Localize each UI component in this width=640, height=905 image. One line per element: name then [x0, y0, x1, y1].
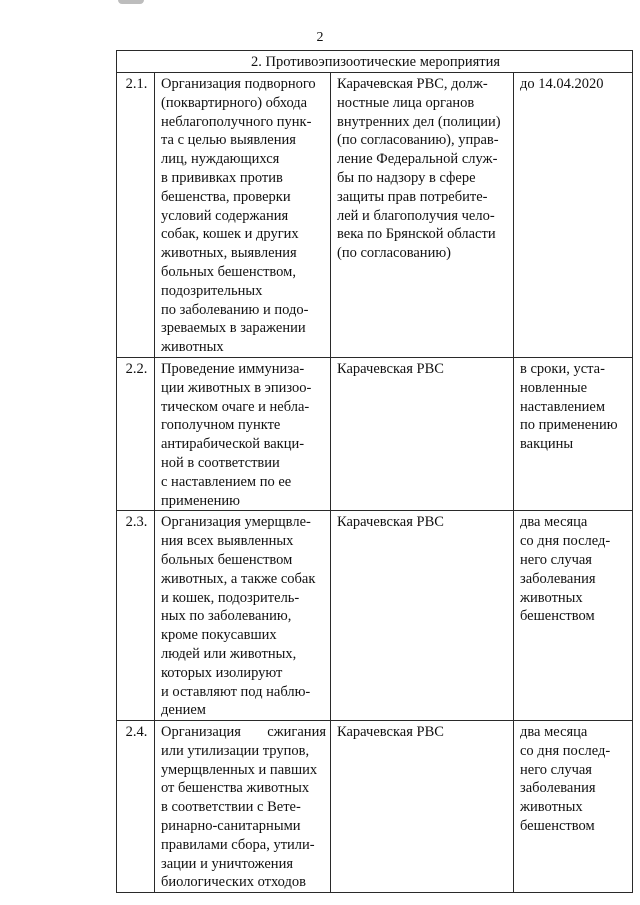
deadline-line: бешенством	[520, 608, 595, 625]
scan-artifact	[118, 0, 144, 4]
table-row	[117, 721, 633, 893]
measure-line: людей или животных,	[161, 645, 297, 662]
measure-line: бешенства, проверки	[161, 188, 291, 205]
measure-line: применению	[161, 492, 240, 509]
measure-line: тическом очаге и небла-	[161, 398, 310, 415]
table-row	[117, 73, 633, 358]
row-number: 2.1.	[117, 73, 155, 358]
executor-cell	[331, 721, 514, 893]
measure-line: неблагополучного пунк-	[161, 113, 312, 130]
executor-cell	[331, 357, 514, 510]
measure-line: Организация умерщвле-	[161, 514, 311, 531]
measure-line: зреваемых в заражении	[161, 320, 306, 337]
measure-line: животных	[161, 339, 224, 356]
measure-cell	[155, 511, 331, 721]
section-header-row	[117, 51, 633, 73]
executor-line: (по согласованию)	[337, 245, 451, 262]
measure-line: животных, выявления	[161, 245, 297, 262]
executor-line: внутренних дел (полиции)	[337, 113, 501, 130]
measure-cell	[155, 73, 331, 358]
measure-line: и оставляют под наблю-	[161, 683, 311, 700]
measure-line: антирабической вакци-	[161, 436, 305, 453]
measures-table-body	[117, 51, 633, 893]
measure-line: правилами сбора, утили-	[161, 836, 315, 853]
deadline-line: со дня послед-	[520, 742, 611, 759]
measure-line: в прививках против	[161, 169, 283, 186]
executor-line: ностные лица органов	[337, 94, 475, 111]
executor-line: века по Брянской области	[337, 226, 496, 243]
measure-line: биологических отходов	[161, 874, 306, 891]
deadline-cell	[514, 73, 633, 358]
executor-line: Карачевская РВС	[337, 514, 444, 531]
deadline-line: в сроки, уста-	[520, 360, 605, 377]
deadline-line: бешенством	[520, 818, 595, 835]
executor-line: Карачевская РВС	[337, 724, 444, 741]
measure-line: ных по заболеванию,	[161, 608, 292, 625]
measure-line: больных бешенством	[161, 551, 293, 568]
measure-line: ринарно-санитарными	[161, 818, 301, 835]
deadline-line: наставлением	[520, 398, 606, 415]
measure-line: или утилизации трупов,	[161, 742, 310, 759]
deadline-line: заболевания	[520, 570, 596, 587]
deadline-line: новленные	[520, 379, 588, 396]
deadline-line: два месяца	[520, 514, 588, 531]
deadline-line: него случая	[520, 551, 592, 568]
measure-line: по заболеванию и подо-	[161, 301, 309, 318]
table-row	[117, 511, 633, 721]
deadline-line: заболевания	[520, 780, 596, 797]
measure-line: больных бешенством,	[161, 263, 296, 280]
measure-cell	[155, 357, 331, 510]
deadline-line: него случая	[520, 761, 592, 778]
measure-line: гополучном пункте	[161, 417, 281, 434]
measure-line: ции животных в эпизоо-	[161, 379, 312, 396]
executor-line: защиты прав потребите-	[337, 188, 488, 205]
measure-line: Организация сжигания	[161, 724, 326, 741]
measure-line: дением	[161, 702, 206, 719]
measure-line: и кошек, подозритель-	[161, 589, 300, 606]
deadline-cell	[514, 721, 633, 893]
measure-line: подозрительных	[161, 282, 263, 299]
deadline-line: до 14.04.2020	[520, 76, 604, 92]
measure-line: от бешенства животных	[161, 780, 310, 797]
measure-line: в соответствии с Вете-	[161, 799, 301, 816]
measure-line: Организация подворного	[161, 76, 316, 92]
row-number: 2.3.	[117, 511, 155, 721]
section-title: 2. Противоэпизоотические мероприятия	[117, 51, 633, 73]
measure-line: зации и уничтожения	[161, 855, 294, 872]
measures-table	[116, 50, 633, 893]
deadline-line: по применению	[520, 417, 618, 434]
executor-cell	[331, 73, 514, 358]
measure-cell	[155, 721, 331, 893]
measure-line: ной в соответствии	[161, 454, 280, 471]
measure-line: (поквартирного) обхода	[161, 94, 308, 111]
row-number: 2.2.	[117, 357, 155, 510]
executor-line: Карачевская РВС, долж-	[337, 76, 488, 92]
executor-line: лей и благополучия чело-	[337, 207, 495, 224]
deadline-cell	[514, 511, 633, 721]
executor-cell	[331, 511, 514, 721]
measure-line: лиц, нуждающихся	[161, 151, 280, 168]
deadline-line: два месяца	[520, 724, 588, 741]
executor-line: ление Федеральной служ-	[337, 151, 498, 168]
measure-line: животных, а также собак	[161, 570, 316, 587]
page-number: 2	[316, 30, 324, 45]
executor-line: (по согласованию), управ-	[337, 132, 499, 149]
deadline-line: животных	[520, 589, 583, 606]
measure-line: условий содержания	[161, 207, 289, 224]
measure-line: умерщвленных и павших	[161, 761, 318, 778]
deadline-line: со дня послед-	[520, 533, 611, 550]
measure-line: Проведение иммуниза-	[161, 360, 305, 377]
measure-line: та с целью выявления	[161, 132, 296, 149]
measure-line: ния всех выявленных	[161, 533, 294, 550]
deadline-line: вакцины	[520, 436, 574, 453]
executor-line: бы по надзору в сфере	[337, 169, 476, 186]
deadline-cell	[514, 357, 633, 510]
measure-line: с наставлением по ее	[161, 473, 292, 490]
measure-line: которых изолируют	[161, 664, 283, 681]
measure-line: собак, кошек и других	[161, 226, 299, 243]
executor-line: Карачевская РВС	[337, 360, 444, 377]
table-row	[117, 357, 633, 510]
row-number: 2.4.	[117, 721, 155, 893]
measure-line: кроме покусавших	[161, 627, 277, 644]
deadline-line: животных	[520, 799, 583, 816]
